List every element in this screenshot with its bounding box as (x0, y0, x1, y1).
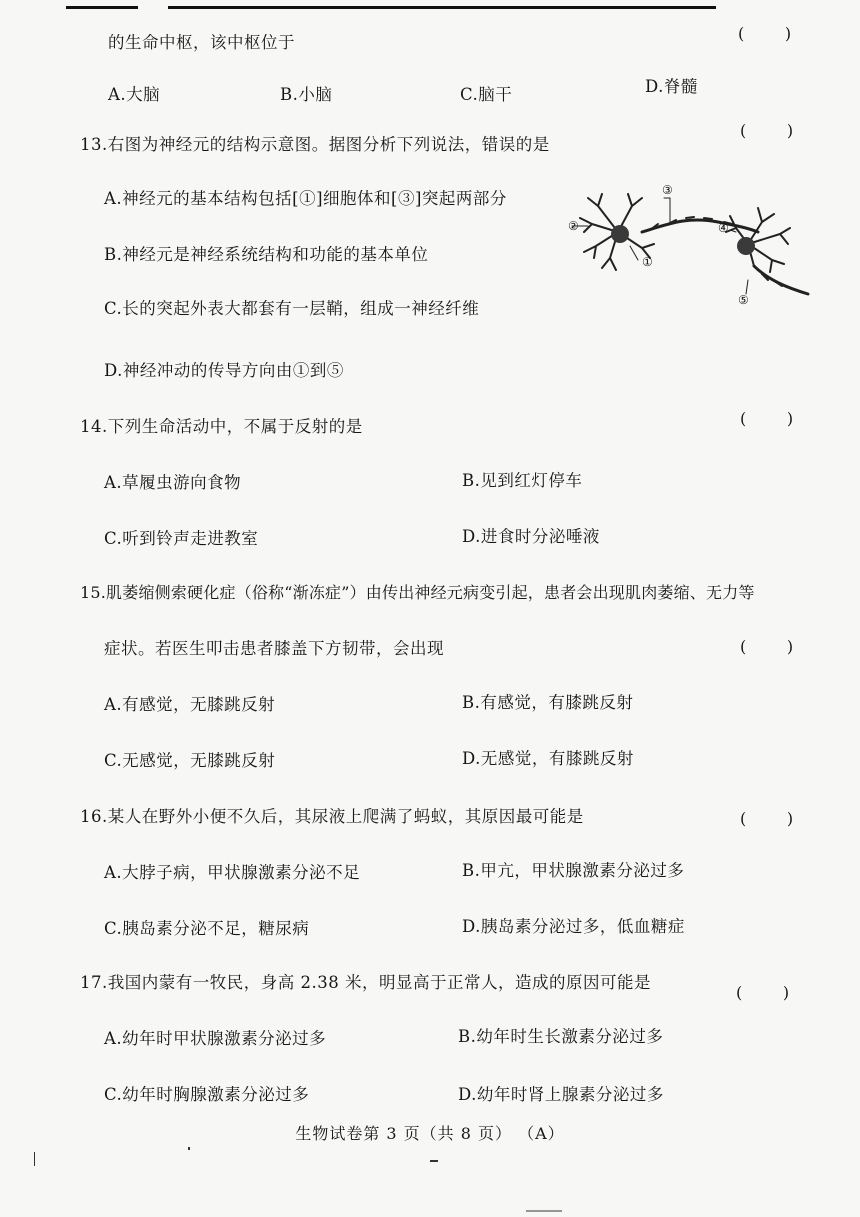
q15-option-b: B.有感觉，有膝跳反射 (462, 693, 634, 712)
scan-speck (34, 1152, 35, 1166)
diagram-label-2: ② (568, 219, 579, 233)
q12-stem-fragment: 的生命中枢，该中枢位于 (108, 33, 295, 52)
q14-option-a: A.草履虫游向食物 (104, 473, 242, 492)
q12-option-d: D.脊髓 (645, 77, 698, 96)
scan-speck (188, 1147, 190, 1150)
q12-option-a: A.大脑 (108, 85, 161, 104)
q15-stem-line1: 15.肌萎缩侧索硬化症（俗称“渐冻症”）由传出神经元病变引起，患者会出现肌肉萎缩、无力等 (80, 583, 755, 602)
scan-speck (526, 1210, 562, 1212)
q15-stem-line2: 症状。若医生叩击患者膝盖下方韧带，会出现 (104, 639, 444, 658)
q13-option-c: C.长的突起外表大都套有一层鞘，组成一神经纤维 (104, 299, 480, 318)
q17-option-c: C.幼年时胸腺激素分泌过多 (104, 1085, 310, 1104)
q16-option-b: B.甲亢，甲状腺激素分泌过多 (462, 861, 685, 880)
q16-answer-paren: ( ) (740, 809, 794, 828)
top-rule-left (66, 6, 138, 9)
q13-stem: 13.右图为神经元的结构示意图。据图分析下列说法，错误的是 (80, 135, 550, 154)
q17-option-b: B.幼年时生长激素分泌过多 (458, 1027, 664, 1046)
q16-option-d: D.胰岛素分泌过多，低血糖症 (462, 917, 685, 936)
q15-option-d: D.无感觉，有膝跳反射 (462, 749, 634, 768)
q13-option-b: B.神经元是神经系统结构和功能的基本单位 (104, 245, 429, 264)
neuron-diagram (558, 184, 818, 308)
scan-speck (430, 1160, 438, 1162)
q17-option-d: D.幼年时肾上腺素分泌过多 (458, 1085, 664, 1104)
q17-answer-paren: ( ) (736, 983, 790, 1002)
q14-stem: 14.下列生命活动中，不属于反射的是 (80, 417, 363, 436)
q13-answer-paren: ( ) (740, 121, 794, 140)
q15-option-a: A.有感觉，无膝跳反射 (104, 695, 276, 714)
q16-option-a: A.大脖子病，甲状腺激素分泌不足 (104, 863, 361, 882)
diagram-label-5: ⑤ (738, 293, 749, 307)
q15-option-c: C.无感觉，无膝跳反射 (104, 751, 276, 770)
q14-answer-paren: ( ) (740, 409, 794, 428)
diagram-label-1: ① (642, 255, 653, 269)
q15-answer-paren: ( ) (740, 637, 794, 656)
page-footer: 生物试卷第 3 页（共 8 页） （A） (295, 1124, 565, 1143)
diagram-label-4: ④ (718, 221, 729, 235)
q14-option-d: D.进食时分泌唾液 (462, 527, 600, 546)
top-rule-right (168, 6, 716, 9)
q16-stem: 16.某人在野外小便不久后，其尿液上爬满了蚂蚁，其原因最可能是 (80, 807, 584, 826)
q13-option-d: D.神经冲动的传导方向由①到⑤ (104, 361, 344, 380)
q12-option-c: C.脑干 (460, 85, 513, 104)
diagram-label-3: ③ (662, 184, 673, 197)
q17-option-a: A.幼年时甲状腺激素分泌过多 (104, 1029, 327, 1048)
q14-option-b: B.见到红灯停车 (462, 471, 583, 490)
q16-option-c: C.胰岛素分泌不足，糖尿病 (104, 919, 310, 938)
q14-option-c: C.听到铃声走进教室 (104, 529, 259, 548)
q17-stem: 17.我国内蒙有一牧民，身高 2.38 米，明显高于正常人，造成的原因可能是 (80, 973, 651, 992)
q12-option-b: B.小脑 (280, 85, 333, 104)
q12-answer-paren: ( ) (738, 24, 792, 43)
q13-option-a: A.神经元的基本结构包括[①]细胞体和[③]突起两部分 (104, 189, 507, 208)
